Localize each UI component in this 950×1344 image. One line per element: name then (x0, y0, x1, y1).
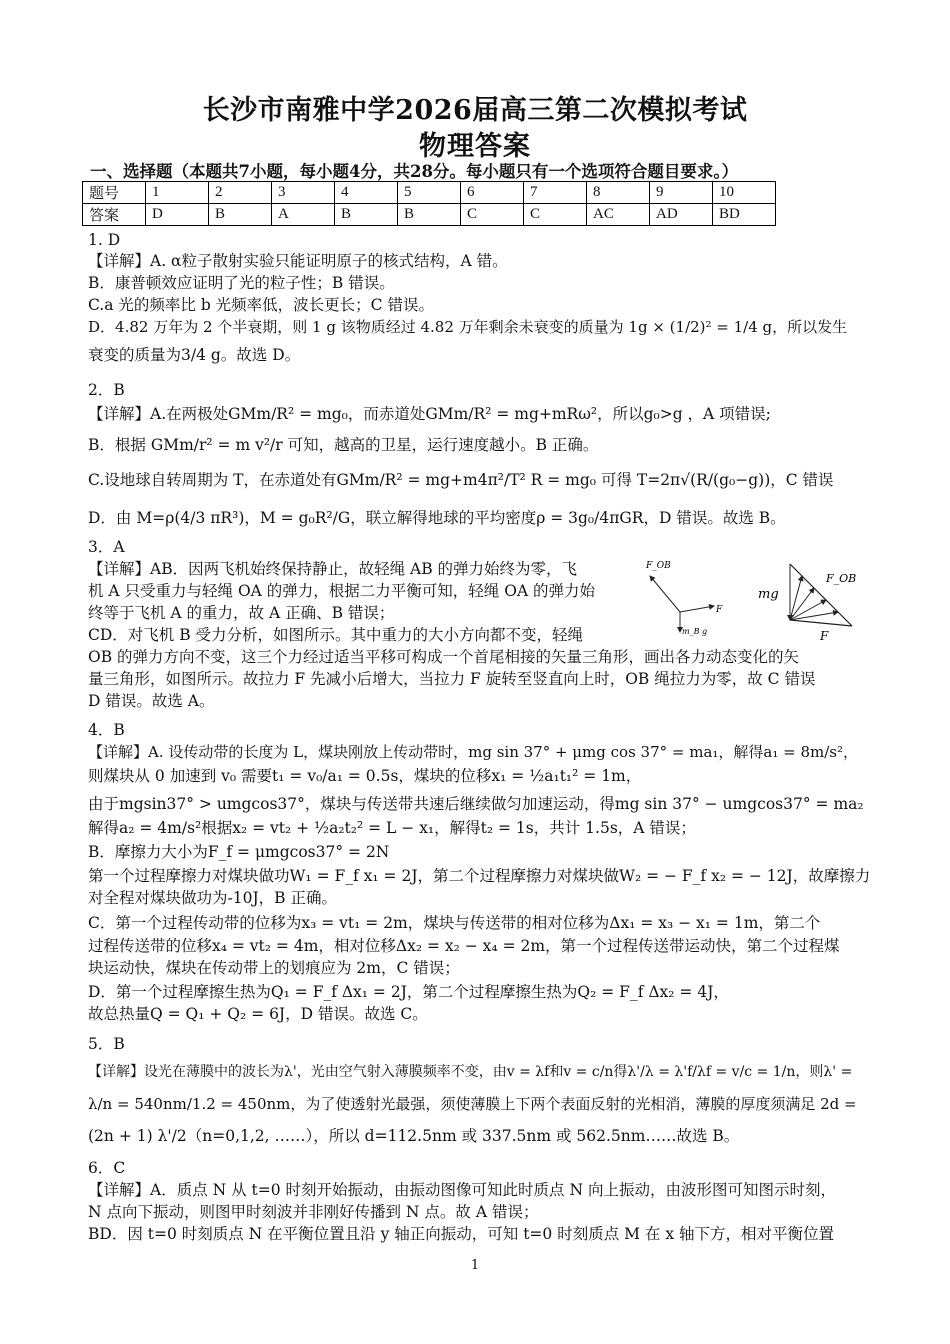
force-label: F (820, 629, 829, 642)
text-line: 1. D (88, 231, 121, 249)
text-line: 5．B (88, 1035, 125, 1053)
text-line: B．摩擦力大小为F_f = μmgcos37° = 2N (88, 843, 390, 861)
text-line: 2．B (88, 381, 125, 399)
text-line: λ/n = 540nm/1.2 = 450nm，为了使透射光最强，须使薄膜上下两个表面反射的光相消，薄膜的厚度须满足 2d = (88, 1095, 857, 1113)
table-cell: C (524, 204, 587, 226)
page-subtitle: 物理答案 (419, 131, 531, 162)
text-line: CD．对飞机 B 受力分析，如图所示。其中重力的大小方向都不变，轻绳 (88, 626, 584, 644)
table-cell: AD (650, 204, 713, 226)
table-cell: B (398, 204, 461, 226)
table-cell: 5 (398, 182, 461, 204)
text-line: D．4.82 万年为 2 个半衰期，则 1 g 该物质经过 4.82 万年剩余未衰变的质量为 1g × (1/2)² = 1/4 g，所以发生 (88, 318, 848, 336)
text-line: 解得a₂ = 4m/s²根据x₂ = vt₂ + ½a₂t₂² = L − x₁，解得t₂ = 1s，共计 1.5s，A 错误； (88, 819, 696, 837)
table-cell: BD (713, 204, 776, 226)
force-label: F_OB (646, 561, 671, 571)
free-body-diagram (645, 561, 723, 636)
table-cell: AC (587, 204, 650, 226)
text-line: OB 的弹力方向不变，这三个力经过适当平移可构成一个首尾相接的矢量三角形，画出各力动态变化的矢 (88, 648, 800, 666)
text-line: 【详解】A．质点 N 从 t=0 时刻开始振动，由振动图像可知此时质点 N 向上振动，由波形图可知图示时刻， (88, 1181, 836, 1199)
text-line: 机 A 只受重力与轻绳 OA 的弹力，根据二力平衡可知，轻绳 OA 的弹力始 (88, 582, 596, 600)
text-line: N 点向下振动，则图甲时刻波并非刚好传播到 N 点。故 A 错误； (88, 1203, 539, 1221)
text-line: 4．B (88, 721, 125, 739)
table-cell: D (146, 204, 209, 226)
table-cell: 3 (272, 182, 335, 204)
force-label: F (716, 605, 723, 615)
text-line: 过程传送带的位移x₄ = vt₂ = 4m，相对位移Δx₂ = x₂ − x₄ = 2m，第一个过程传送带运动快，第二个过程煤 (88, 937, 840, 955)
section-heading: 一、选择题（本题共7小题，每小题4分，共28分。每小题只有一个选项符合题目要求。） (90, 162, 739, 181)
text-line: 终等于飞机 A 的重力，故 A 正确、B 错误； (88, 604, 395, 622)
page-title: 长沙市南雅中学2026届高三第二次模拟考试 (202, 95, 748, 126)
table-cell: 题号 (83, 182, 146, 204)
force-label: m_B g (682, 627, 708, 636)
page-number: 1 (470, 1258, 480, 1273)
text-line: 由于mgsin37° > umgcos37°，煤块与传送带共速后继续做匀加速运动，得mg sin 37° − umgcos37° = ma₂ (88, 795, 864, 813)
text-line: 6．C (88, 1159, 126, 1177)
vector-triangle (758, 564, 856, 642)
table-cell: C (461, 204, 524, 226)
text-line: D．第一个过程摩擦生热为Q₁ = F_f Δx₁ = 2J，第二个过程摩擦生热为Q₂ = F_f Δx₂ = 4J， (88, 983, 729, 1001)
text-line: (2n + 1) λ'/2（n=0,1,2, ……），所以 d=112.5nm 或 337.5nm 或 562.5nm……故选 B。 (88, 1127, 740, 1145)
text-line: D 错误。故选 A。 (88, 692, 215, 710)
text-line: 故总热量Q = Q₁ + Q₂ = 6J，D 错误。故选 C。 (88, 1005, 428, 1023)
text-line: 则煤块从 0 加速到 v₀ 需要t₁ = v₀/a₁ = 0.5s，煤块的位移x₁ = ½a₁t₁² = 1m， (88, 767, 642, 785)
table-cell: A (272, 204, 335, 226)
answer-table (82, 181, 776, 226)
table-cell: 4 (335, 182, 398, 204)
text-line: C．第一个过程传动带的位移为x₃ = vt₁ = 2m，煤块与传送带的相对位移为Δx₁ = x₃ − x₁ = 1m，第二个 (88, 914, 821, 932)
table-row-questions (83, 182, 776, 204)
force-label: mg (758, 587, 779, 602)
table-cell: B (209, 204, 272, 226)
table-cell: 1 (146, 182, 209, 204)
text-line: 对全程对煤块做功为-10J，B 正确。 (88, 889, 337, 907)
text-line: 衰变的质量为3/4 g。故选 D。 (88, 346, 301, 364)
table-row-answers (83, 204, 776, 226)
text-line: C.a 光的频率比 b 光频率低，波长更长；C 错误。 (88, 296, 434, 314)
text-line: 【详解】AB．因两飞机始终保持静止，故轻绳 AB 的弹力始终为零，飞 (88, 560, 578, 578)
text-line: 量三角形，如图所示。故拉力 F 先减小后增大，当拉力 F 旋转至竖直向上时，OB 绳拉力为零，故 C 错误 (88, 670, 816, 688)
text-line: C.设地球自转周期为 T，在赤道处有GMm/R² = mg+m4π²/T² R = mg₀ 可得 T=2π√(R/(g₀−g))，C 错误 (88, 471, 834, 489)
text-line: 【详解】设光在薄膜中的波长为λ'，光由空气射入薄膜频率不变，由v = λf和v = c/n得λ'/λ = λ'f/λf = v/c = 1/n，则λ' = (88, 1064, 853, 1080)
text-line: 【详解】A.在两极处GMm/R² = mg₀，而赤道处GMm/R² = mg+mRω²，所以g₀>g ，A 项错误; (88, 405, 771, 423)
text-line: B．康普顿效应证明了光的粒子性；B 错误。 (88, 274, 395, 292)
table-cell: 8 (587, 182, 650, 204)
table-cell: 答案 (83, 204, 146, 226)
table-cell: B (335, 204, 398, 226)
text-line: 【详解】A. α粒子散射实验只能证明原子的核式结构，A 错。 (88, 252, 508, 270)
text-line: 第一个过程摩擦力对煤块做功W₁ = F_f x₁ = 2J，第二个过程摩擦力对煤块做W₂ = − F_f x₂ = − 12J，故摩擦力 (88, 867, 871, 885)
text-line: 块运动快，煤块在传动带上的划痕应为 2m，C 错误； (88, 959, 460, 977)
force-diagram (642, 556, 862, 642)
text-line: 【详解】A. 设传动带的长度为 L，煤块刚放上传动带时，mg sin 37° + μmg cos 37° = ma₁，解得a₁ = 8m/s²， (88, 743, 859, 761)
table-cell: 2 (209, 182, 272, 204)
table-cell: 7 (524, 182, 587, 204)
text-line: B．根据 GMm/r² = m v²/r 可知，越高的卫星，运行速度越小。B 正确。 (88, 436, 599, 454)
text-line: BD．因 t=0 时刻质点 N 在平衡位置且沿 y 轴正向振动，可知 t=0 时刻质点 M 在 x 轴下方，相对平衡位置 (88, 1225, 835, 1243)
table-cell: 10 (713, 182, 776, 204)
text-line: D．由 M=ρ(4/3 πR³)，M = g₀R²/G，联立解得地球的平均密度ρ = 3g₀/4πGR，D 错误。故选 B。 (88, 509, 786, 527)
force-label: F_OB (826, 572, 857, 585)
table-cell: 9 (650, 182, 713, 204)
text-line: 3．A (88, 538, 125, 556)
table-cell: 6 (461, 182, 524, 204)
